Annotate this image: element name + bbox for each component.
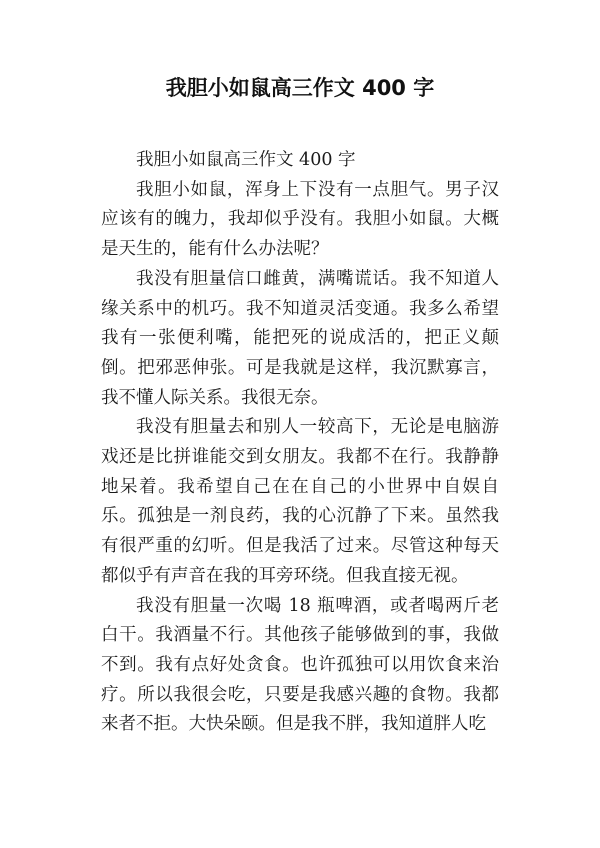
paragraph: 我没有胆量信口雌黄，满嘴谎话。我不知道人缘关系中的机巧。我不知道灵活变通。我多么希望我有一张便利嘴，能把死的说成活的，把正义颠倒。把邪恶伸张。可是我就是这样，我沉默寡言，我不懂人际关系。我很无奈。 <box>101 268 499 408</box>
paragraph: 我胆小如鼠高三作文 400 字 <box>136 150 356 170</box>
document-body <box>101 146 499 740</box>
paragraph: 我没有胆量一次喝 18 瓶啤酒，或者喝两斤老白干。我酒量不行。其他孩子能够做到的事，我做不到。我有点好处贪食。也许孤独可以用饮食来治疗。所以我很会吃，只要是我感兴趣的食物。我都来者不拒。大快朵颐。但是我不胖，我知道胖人吃 <box>101 595 499 735</box>
paragraph: 我胆小如鼠，浑身上下没有一点胆气。男子汉应该有的魄力，我却似乎没有。我胆小如鼠。大概是天生的，能有什么办法呢？ <box>101 179 499 260</box>
paragraph: 我没有胆量去和别人一较高下，无论是电脑游戏还是比拼谁能交到女朋友。我都不在行。我静静地呆着。我希望自己在在自己的小世界中自娱自乐。孤独是一剂良药，我的心沉静了下来。虽然我有很严重的幻听。但是我活了过来。尽管这种每天都似乎有声音在我的耳旁环绕。但我直接无视。 <box>101 417 499 586</box>
document-title: 我胆小如鼠高三作文 400 字 <box>165 76 435 100</box>
